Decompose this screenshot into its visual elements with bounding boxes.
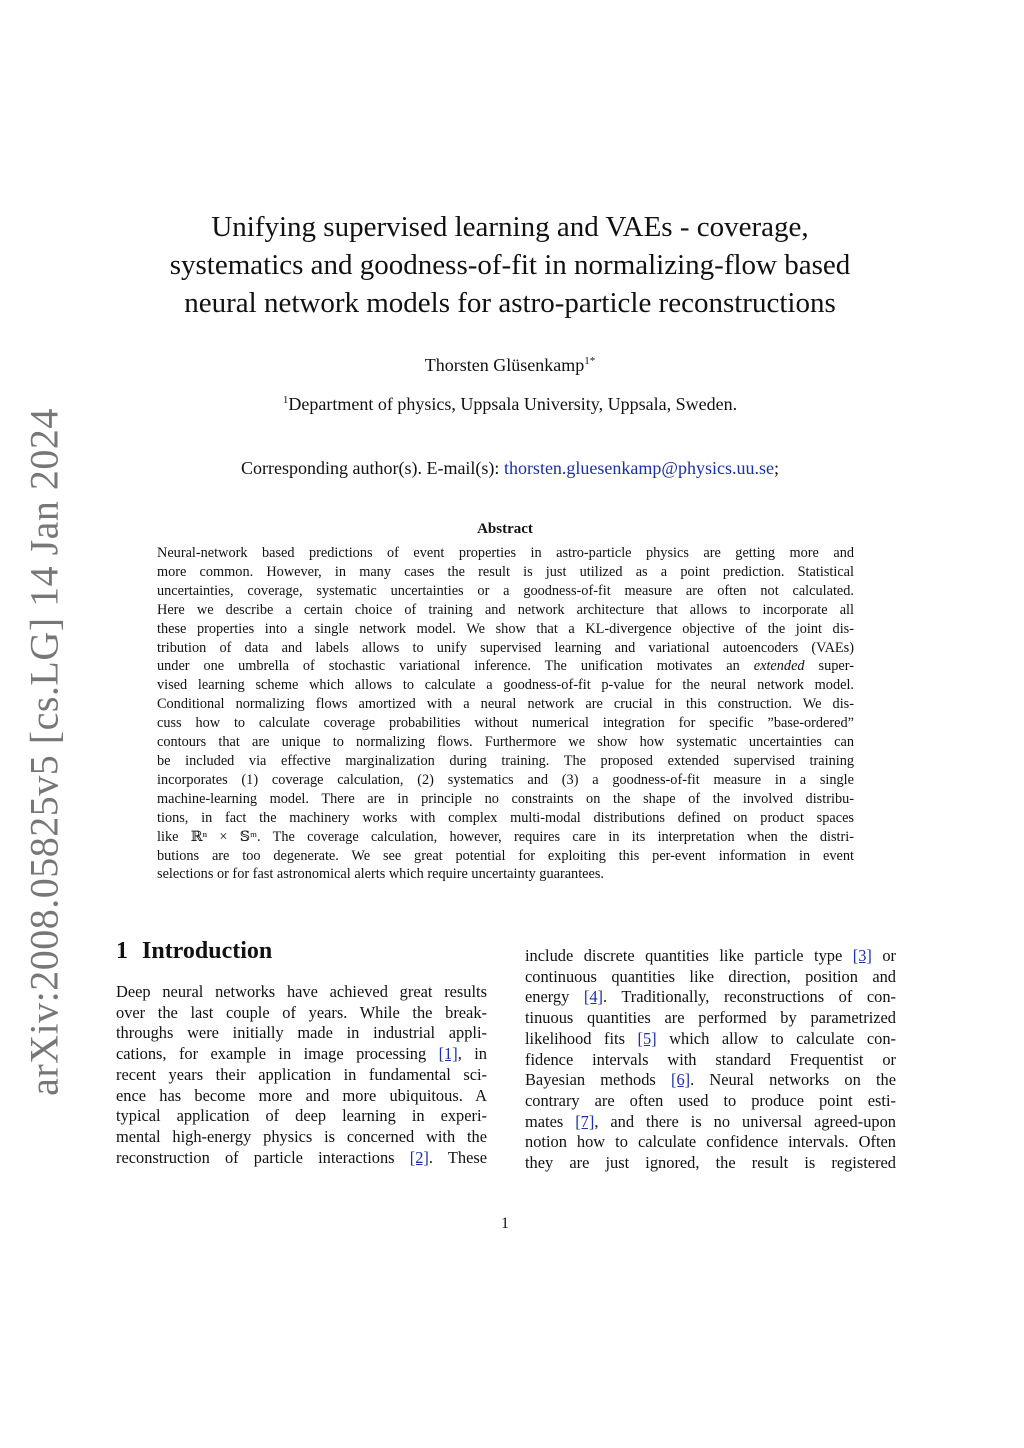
body-text: , and there is no universal agreed-upon — [594, 1111, 896, 1131]
citation-link[interactable]: [7] — [575, 1111, 595, 1131]
author-name: Thorsten Glüsenkamp — [424, 355, 585, 375]
abstract-text: super- — [818, 658, 854, 675]
abstract-line: Conditional normalizing flows amortized with a neural network are crucial in this construction. We dis- — [157, 696, 854, 713]
body-text: . Neural networks on the — [690, 1070, 896, 1090]
title-line: systematics and goodness-of-fit in normalizing-flow based — [169, 249, 851, 281]
abstract-line: Here we describe a certain choice of training and network architecture that allows to incorporate all — [157, 601, 854, 618]
body-line: tinuous quantities are performed by parametrized — [525, 1008, 896, 1028]
body-text: cations, for example in image processing — [116, 1044, 439, 1064]
body-line — [116, 1148, 487, 1169]
abstract-line: machine-learning model. There are in principle no constraints on the shape of the involved distribu- — [157, 790, 854, 807]
body-text: energy — [525, 987, 584, 1007]
body-text: or — [871, 946, 896, 965]
abstract-line: contours that are unique to normalizing flows. Furthermore we show how systematic uncertainties can — [157, 734, 854, 751]
affiliation-text: Department of physics, Uppsala University, Uppsala, Sweden. — [288, 394, 738, 414]
title-line: neural network models for astro-particle reconstructions — [184, 287, 836, 319]
body-line — [525, 946, 896, 967]
body-line — [525, 1112, 896, 1133]
citation-link[interactable]: [4] — [583, 987, 603, 1007]
abstract-line — [157, 657, 854, 676]
left-column-text — [116, 982, 487, 1168]
body-text: , in — [457, 1044, 487, 1064]
citation-link[interactable]: [2] — [409, 1147, 429, 1167]
abstract-line: these properties into a single network model. We show that a KL-divergence objective of the joint dis- — [157, 620, 854, 637]
body-line: notion how to calculate confidence intervals. Often — [525, 1132, 896, 1152]
body-line: contrary are often used to produce point esti- — [525, 1090, 896, 1110]
body-line — [116, 1044, 487, 1065]
abstract-body — [157, 544, 854, 884]
body-text: . Traditionally, reconstructions of con- — [603, 987, 896, 1007]
abstract-line: like ℝⁿ × 𝕊ᵐ. The coverage calculation, however, requires care in its interpretation when the distri- — [157, 828, 854, 845]
right-column-text — [525, 946, 896, 1174]
body-line: recent years their application in fundamental sci- — [116, 1064, 487, 1084]
body-line: they are just ignored, the result is registered — [525, 1153, 896, 1173]
paper-title — [150, 208, 870, 322]
corresponding-author — [150, 458, 870, 479]
section-title: Introduction — [142, 938, 273, 964]
author-line — [150, 355, 870, 376]
page-number: 1 — [501, 1215, 509, 1232]
corresponding-suffix: ; — [773, 458, 779, 478]
citation-link[interactable]: [5] — [637, 1028, 657, 1048]
abstract-line: cuss how to calculate coverage probabilities without numerical integration for specific ”base-ordered” — [157, 715, 854, 732]
abstract-line: be included via effective marginalization during training. The proposed extended supervised training — [157, 752, 854, 769]
body-line: continuous quantities like direction, position and — [525, 966, 896, 986]
abstract-line: tribution of data and labels allows to unify supervised learning and variational autoencoders (VAEs) — [157, 639, 854, 656]
email-link[interactable]: thorsten.gluesenkamp@physics.uu.se — [503, 458, 774, 478]
abstract-line: selections or for fast astronomical alerts which require uncertainty guarantees. — [157, 866, 605, 883]
corresponding-label: Corresponding author(s). E-mail(s): — [240, 458, 504, 478]
body-text: likelihood fits — [525, 1028, 638, 1048]
citation-link[interactable]: [1] — [438, 1044, 458, 1064]
body-line — [525, 1070, 896, 1091]
citation-link[interactable]: [6] — [670, 1070, 691, 1090]
body-line: ence has become more and more ubiquitous. A — [116, 1085, 487, 1105]
body-line: Deep neural networks have achieved great results — [116, 982, 487, 1001]
abstract-emphasis: extended — [753, 658, 805, 675]
body-text: Bayesian methods — [525, 1070, 671, 1090]
body-line — [525, 1029, 896, 1050]
arxiv-identifier-stamp: arXiv:2008.05825v5 [cs.LG] 14 Jan 2024 — [21, 408, 67, 1096]
title-line: Unifying supervised learning and VAEs - coverage, — [211, 211, 809, 243]
body-line: throughs were initially made in industrial appli- — [116, 1023, 487, 1043]
body-line — [525, 987, 896, 1008]
body-text: include discrete quantities like particle type — [525, 946, 853, 965]
body-text: which allow to calculate con- — [656, 1028, 896, 1048]
abstract-line: more common. However, in many cases the result is just utilized as a point prediction. Statistical — [157, 563, 854, 580]
abstract-line: tions, in fact the machinery works with complex multi-modal distributions defined on product spaces — [157, 809, 854, 826]
abstract-line: uncertainties, coverage, systematic uncertainties or a goodness-of-fit measure are often not calculated. — [157, 582, 854, 599]
body-text: mates — [525, 1111, 576, 1131]
abstract-line: butions are too degenerate. We see great potential for exploiting this per-event information in event — [157, 847, 854, 864]
body-line: mental high-energy physics is concerned with the — [116, 1126, 487, 1146]
body-line: fidence intervals with standard Frequentist or — [525, 1049, 896, 1069]
abstract-heading: Abstract — [477, 521, 533, 537]
body-text: reconstruction of particle interactions — [116, 1147, 410, 1167]
abstract-line: Neural-network based predictions of event properties in astro-particle physics are getting more and — [157, 545, 854, 561]
affiliation-line — [150, 394, 870, 415]
section-heading-introduction — [116, 938, 272, 965]
affiliation-marker: 1 — [282, 394, 289, 406]
author-marker: 1* — [584, 355, 596, 367]
body-line: typical application of deep learning in experi- — [116, 1106, 487, 1126]
body-line: over the last couple of years. While the break- — [116, 1002, 487, 1022]
abstract-line: incorporates (1) coverage calculation, (2) systematics and (3) a goodness-of-fit measure in a single — [157, 771, 854, 788]
citation-link[interactable]: [3] — [852, 946, 872, 965]
abstract-text: under one umbrella of stochastic variational inference. The unification motivates an — [157, 658, 740, 675]
abstract-line: vised learning scheme which allows to calculate a goodness-of-fit p-value for the neural network model. — [157, 677, 854, 694]
body-text: . These — [428, 1147, 487, 1167]
section-number: 1 — [116, 938, 128, 964]
